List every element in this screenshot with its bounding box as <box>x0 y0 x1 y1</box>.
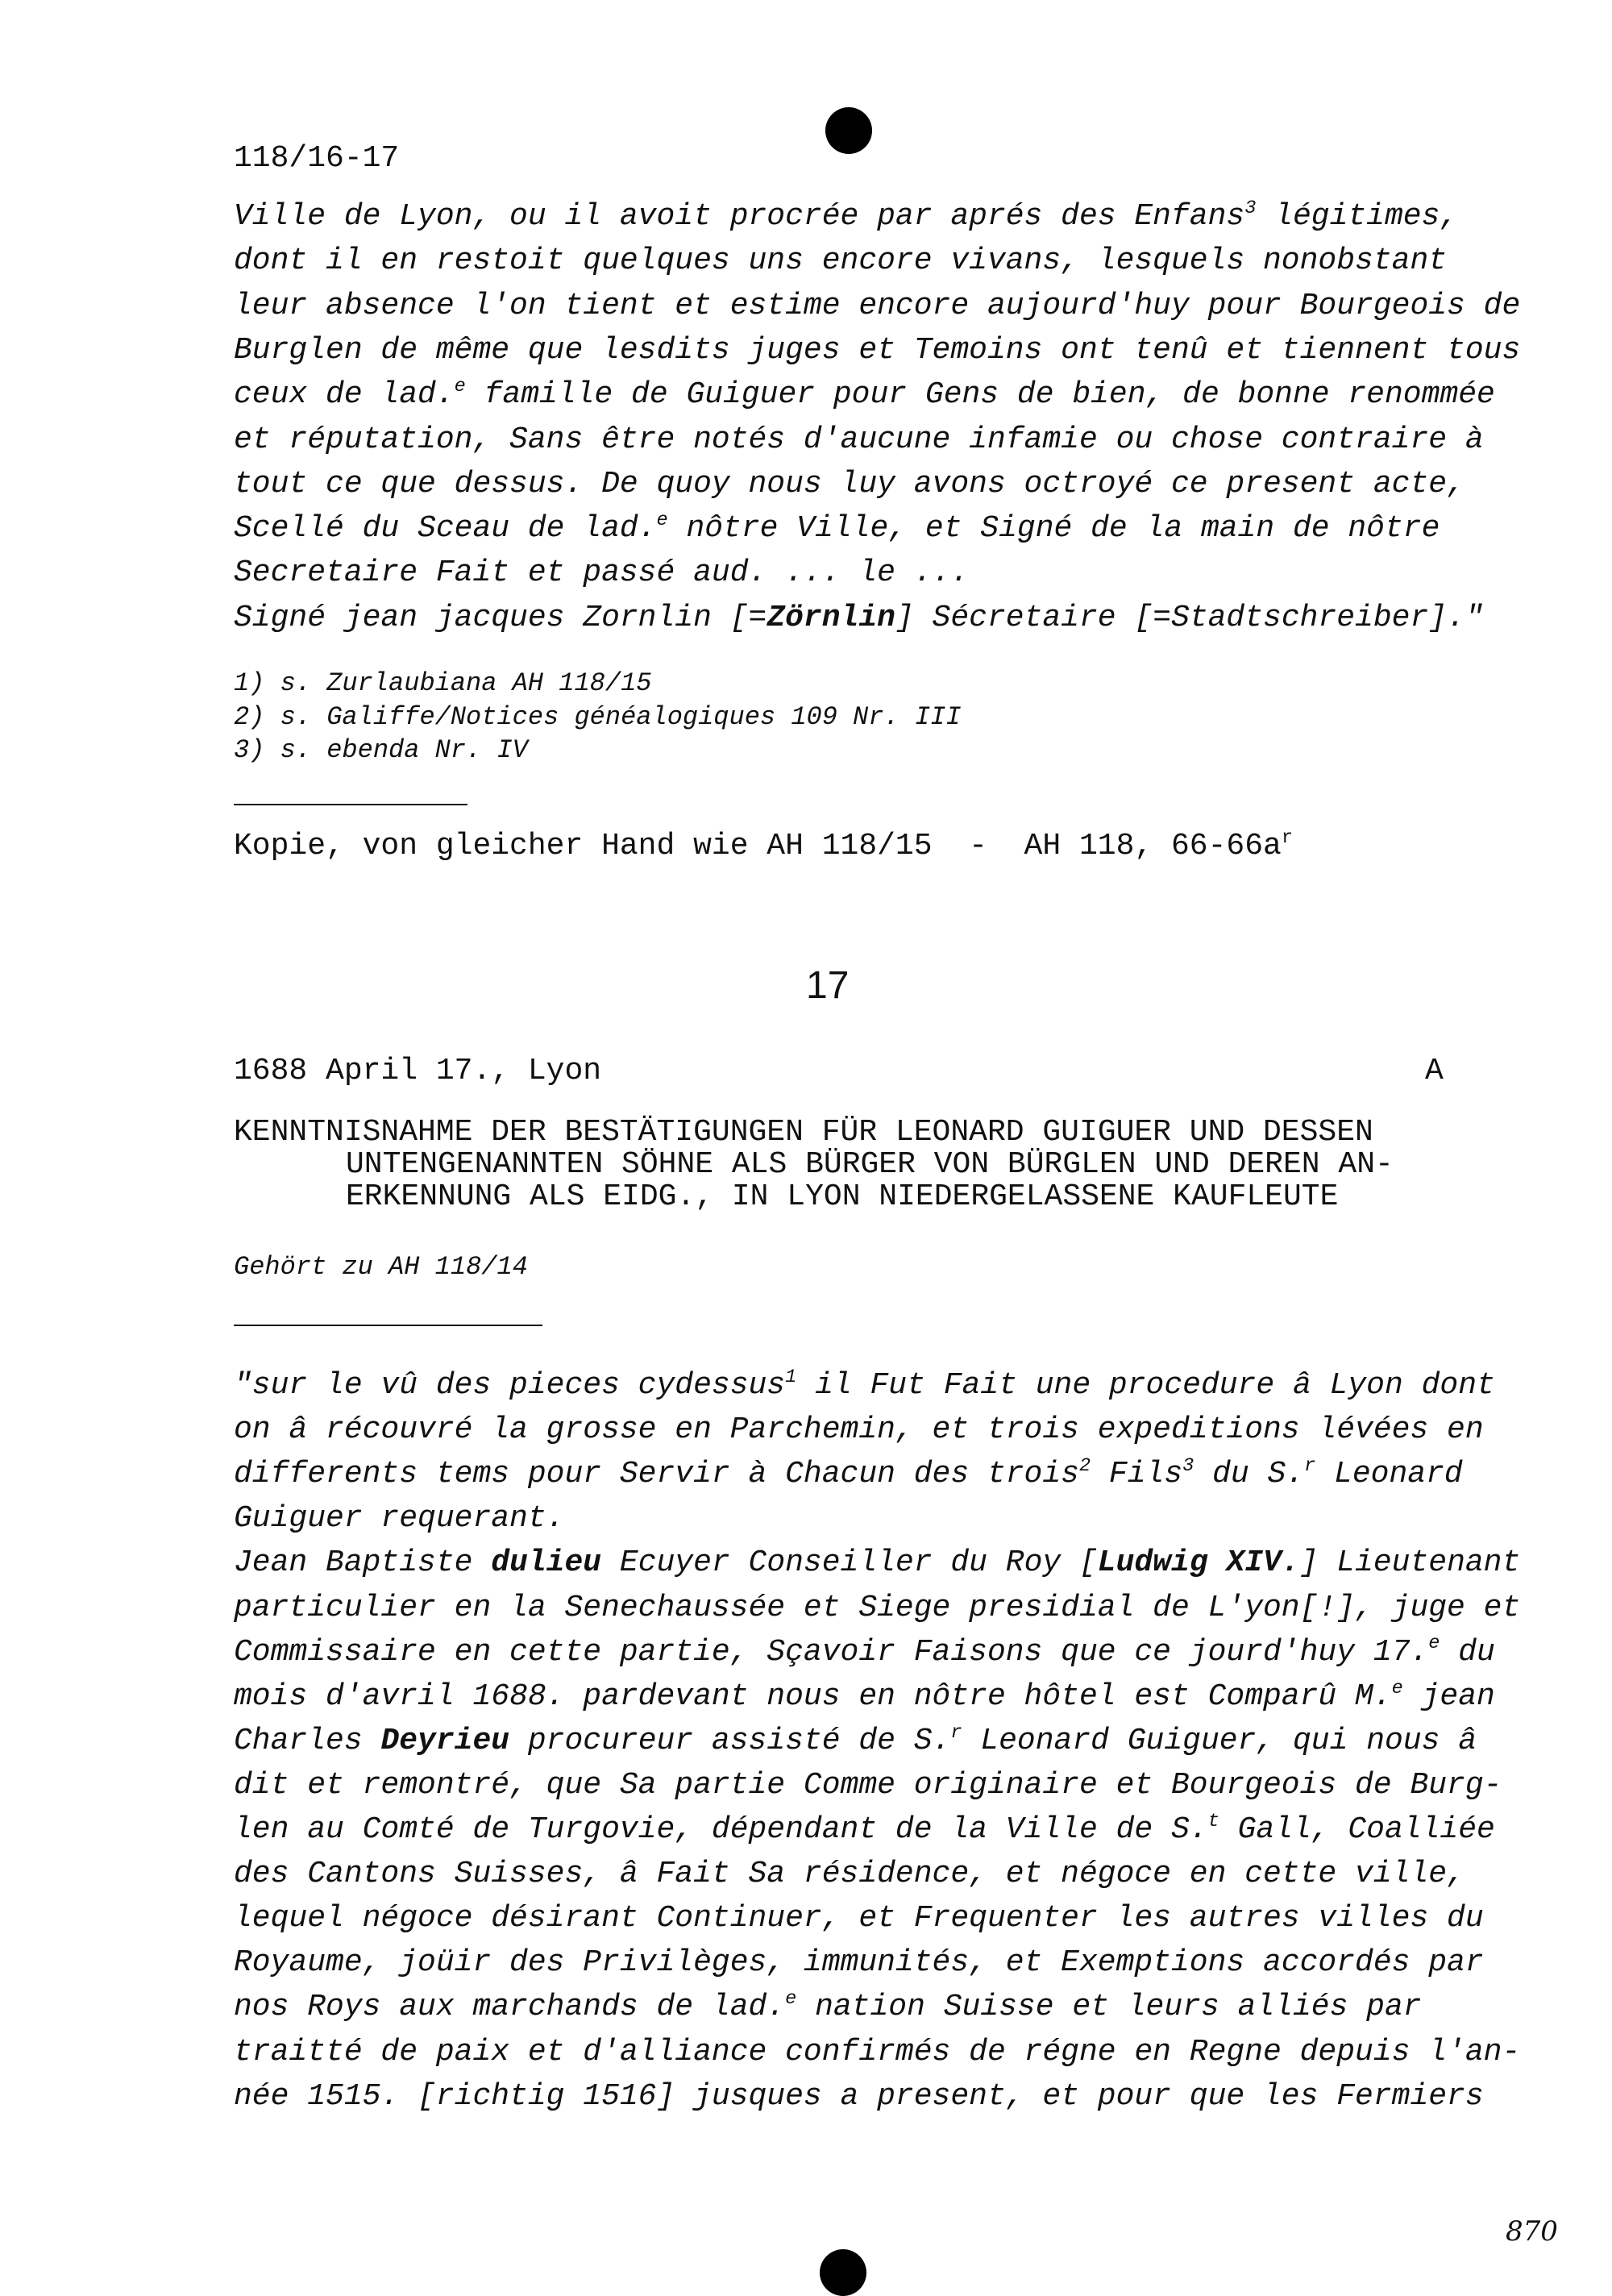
body_lines-line <box>234 1501 564 1536</box>
body_lines-line <box>234 1368 1495 1403</box>
text-run: len au Comté de Turgovie, dépendant de la Ville de S. <box>234 1812 1208 1847</box>
body_lines-line <box>234 1635 1495 1670</box>
bold-name: Ludwig XIV. <box>1097 1545 1300 1581</box>
copy-note <box>234 826 1293 863</box>
text-run: tout ce que dessus. De quoy nous luy avons octroyé ce present acte, <box>234 466 1465 501</box>
text-run: dont il en restoit quelques uns encore vivans, lesquels nonobstant <box>234 243 1448 279</box>
footnote-3: 3) s. ebenda Nr. IV <box>234 735 528 765</box>
body_lines-line <box>234 1457 1463 1491</box>
body_lines-line <box>234 1945 1484 1980</box>
text-run: Commissaire en cette partie, Sçavoir Faisons que ce jourd'huy 17. <box>234 1634 1429 1670</box>
superscript: r <box>950 1721 962 1744</box>
text-run: lequel négoce désirant Continuer, et Frequenter les autres villes du <box>234 1901 1484 1936</box>
body_lines-line <box>234 1990 1422 2024</box>
text-run: Gall, Coalliée <box>1219 1812 1495 1847</box>
text-run: traitté de paix et d'alliance confirmés de régne en Regne depuis l'an- <box>234 2034 1521 2069</box>
superscript: e <box>656 509 668 531</box>
body_lines-line <box>234 1857 1465 1891</box>
continuation_lines-line <box>234 422 1484 457</box>
text-run: Scellé du Sceau de lad. <box>234 511 657 547</box>
text-run: du S. <box>1194 1457 1305 1492</box>
continuation_lines-line <box>234 243 1447 278</box>
body_lines-line <box>234 1679 1495 1714</box>
text-run: differents tems pour Servir à Chacun des trois <box>234 1457 1079 1492</box>
superscript: 1 <box>785 1366 797 1388</box>
continuation_lines-line <box>234 333 1520 368</box>
text-run: Ville de Lyon, ou il avoit procrée par aprés des Enfans <box>234 199 1245 234</box>
handwritten-page-number: 870 <box>1506 2215 1558 2248</box>
text-run: famille de Guiguer pour Gens de bien, de bonne renommée <box>465 377 1495 413</box>
text-run: particulier en la Senechaussée et Siege presidial de L'yon[!], juge et <box>234 1590 1521 1625</box>
signature-before: Signé jean jacques Zornlin [= <box>234 601 767 635</box>
text-run: "sur le vû des pieces cydessus <box>234 1368 786 1403</box>
text-run: procureur assisté de S. <box>509 1723 951 1758</box>
footnote-divider <box>234 804 467 805</box>
footnote-2: 2) s. Galiffe/Notices généalogiques 109 Nr. III <box>234 702 962 732</box>
text-run: Charles <box>234 1723 381 1758</box>
page-reference: 118/16-17 <box>234 141 400 176</box>
superscript: 3 <box>1182 1455 1194 1478</box>
continuation_lines-line <box>234 377 1495 412</box>
copy-note-sup: r <box>1281 826 1293 849</box>
continuation_lines-line <box>234 467 1465 501</box>
body_lines-line <box>234 1768 1502 1803</box>
heading-divider <box>234 1325 542 1326</box>
superscript: e <box>785 1988 797 2011</box>
punch-hole-bottom <box>820 2249 866 2296</box>
text-run: Leonard <box>1315 1457 1463 1492</box>
body_lines-line <box>234 1812 1495 1847</box>
date-place: 1688 April 17., Lyon <box>234 1054 602 1088</box>
body_lines-line <box>234 2035 1520 2069</box>
body_lines-line <box>234 2079 1484 2114</box>
continuation_lines-line <box>234 511 1440 546</box>
document-letter: A <box>1425 1054 1444 1088</box>
superscript: r <box>1304 1455 1316 1478</box>
text-run: nôtre Ville, et Signé de la main de nôtre <box>667 511 1440 547</box>
text-run: Fils <box>1091 1457 1183 1492</box>
text-run: ceux de lad. <box>234 377 455 413</box>
text-run: des Cantons Suisses, â Fait Sa résidence, et négoce en cette ville, <box>234 1857 1465 1892</box>
text-run: Leonard Guiguer, qui nous â <box>962 1723 1477 1758</box>
superscript: t <box>1207 1810 1219 1832</box>
bold-name: Deyrieu <box>380 1723 510 1758</box>
belongs-to-note: Gehört zu AH 118/14 <box>234 1252 528 1282</box>
document-number: 17 <box>806 964 850 1007</box>
text-run: dit et remontré, que Sa partie Comme originaire et Bourgeois de Burg- <box>234 1767 1502 1803</box>
body_lines-line <box>234 1721 1477 1758</box>
footnote-1: 1) s. Zurlaubiana AH 118/15 <box>234 668 652 698</box>
text-run: nos Roys aux marchands de lad. <box>234 1990 786 2025</box>
body_lines-line <box>234 1591 1520 1625</box>
continuation_lines-line <box>234 199 1458 234</box>
bold-name: dulieu <box>491 1545 602 1581</box>
text-run: Royaume, joüir des Privilèges, immunités, et Exemptions accordés par <box>234 1945 1484 1981</box>
heading-line-3: ERKENNUNG ALS EIDG., IN LYON NIEDERGELASSENE KAUFLEUTE <box>346 1179 1339 1214</box>
text-run: Guiguer requerant. <box>234 1501 565 1537</box>
superscript: 2 <box>1078 1455 1091 1478</box>
copy-note-text: Kopie, von gleicher Hand wie AH 118/15 - AH 118, 66-66a <box>234 829 1282 863</box>
text-run: ] Lieutenant <box>1299 1545 1521 1581</box>
text-run: on â récouvré la grosse en Parchemin, et trois expeditions lévées en <box>234 1412 1484 1448</box>
body_lines-line <box>234 1545 1520 1580</box>
body_lines-line <box>234 1412 1484 1447</box>
text-run: du <box>1440 1634 1495 1670</box>
signature-line <box>234 601 1484 635</box>
heading-line-2: UNTENGENANNTEN SÖHNE ALS BÜRGER VON BÜRGLEN UND DEREN AN- <box>346 1147 1394 1182</box>
body_lines-line <box>234 1901 1484 1936</box>
superscript: e <box>454 376 466 398</box>
superscript: e <box>1428 1633 1440 1655</box>
text-run: il Fut Fait une procedure â Lyon dont <box>796 1368 1495 1403</box>
superscript: e <box>1391 1677 1403 1699</box>
text-run: née 1515. [richtig 1516] jusques a present, et pour que les Fermiers <box>234 2078 1484 2114</box>
signature-bold-name: Zörnlin <box>767 601 895 635</box>
text-run: et réputation, Sans être notés d'aucune infamie ou chose contraire à <box>234 422 1484 457</box>
continuation_lines-line <box>234 555 969 590</box>
punch-hole-top <box>825 107 872 154</box>
text-run: Secretaire Fait et passé aud. ... le ... <box>234 555 970 591</box>
text-run: Ecuyer Conseiller du Roy [ <box>601 1545 1098 1581</box>
text-run: mois d'avril 1688. pardevant nous en nôtre hôtel est Comparû M. <box>234 1678 1392 1714</box>
text-run: jean <box>1402 1678 1495 1714</box>
text-run: Jean Baptiste <box>234 1545 492 1581</box>
signature-after: ] Sécretaire [=Stadtschreiber]." <box>895 601 1484 635</box>
text-run: légitimes, <box>1256 199 1459 234</box>
heading-line-1: KENNTNISNAHME DER BESTÄTIGUNGEN FÜR LEONARD GUIGUER UND DESSEN <box>234 1115 1373 1150</box>
continuation_lines-line <box>234 289 1520 323</box>
text-run: nation Suisse et leurs alliés par <box>796 1990 1422 2025</box>
superscript: 3 <box>1244 197 1257 219</box>
text-run: Burglen de même que lesdits juges et Temoins ont tenû et tiennent tous <box>234 332 1521 368</box>
text-run: leur absence l'on tient et estime encore aujourd'huy pour Bourgeois de <box>234 288 1521 323</box>
